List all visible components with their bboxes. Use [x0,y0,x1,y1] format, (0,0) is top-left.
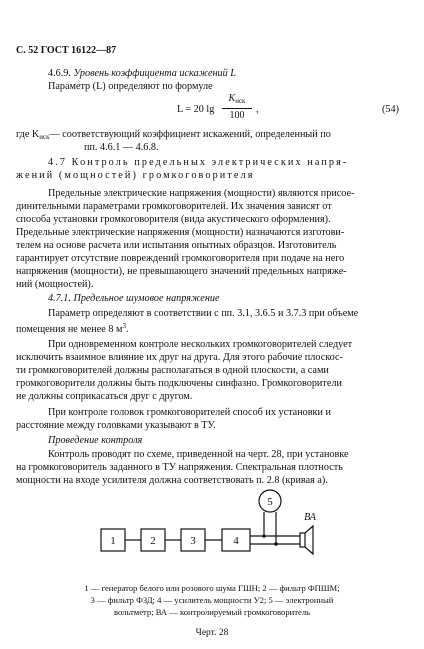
section-47-heading-2: жений (мощностей) громкоговорителя [16,170,255,181]
circuit-diagram [0,486,424,576]
speaker-label: ВА [304,512,316,523]
p1-line: Предельные электрические напряжения (мощности) назначаются изготови- [16,227,345,238]
formula-numerator: $K_{иск}$ [228,93,246,105]
formula-comma: , [256,104,259,115]
page-header: С. 52 ГОСТ 16122—87 [16,45,117,56]
speaker-cone [305,526,313,554]
p2-line: Параметр определяют в соответствии с пп. 3.1, 3.6.5 и 3.7.3 при объеме [48,308,359,319]
where-line: где $K_{иск}—$ соответствующий коэффициент искажений, определенный по [16,129,331,141]
procedure-title: Проведение контроля [48,435,143,446]
p5-line: на громкоговоритель заданного в ТУ напряжения. Спектральная плотность [16,462,343,473]
p1-line: Предельные электрические напряжения (мощности) являются присое- [48,188,355,199]
p3-line: ти громкоговорителей должны располагаться в одной плоскости, а сами [16,365,329,376]
section-469-number: 4.6.9. [48,68,71,79]
figure-caption-line: вольтметр; ВА — контролируемый громкоговоритель [113,607,311,617]
block-3-label: 3 [190,535,196,547]
p1-line: телем на основе расчета или испытания опытных образцов. Изготовитель [16,240,337,251]
block-4-label: 4 [233,535,239,547]
section-469-line1: Параметр (L) определяют по формуле [48,81,213,92]
section-47-heading-1: 4.7 Контроль предельных электрических напря- [48,157,349,168]
formula-denominator: 100 [229,110,245,121]
formula-left: L = 20 lg [177,104,215,115]
p2-line-2: помещения не менее 8 $м^3$. [16,322,129,335]
figure-caption-line: 1 — генератор белого или розового шума ГШН; 2 — фильтр ФПШМ; [84,583,340,593]
block-1-label: 1 [110,535,116,547]
p3-line: не должны соприкасаться друг с другом. [16,391,193,402]
p3-line: При одновременном контроле нескольких громкоговорителей следует [48,339,353,350]
figure-label: Черт. 28 [195,628,229,638]
p3-line: исключить взаимное влияние их друг на друга. Для этого рабочие плоскос- [16,352,343,363]
p1-line: ний (мощностей). [16,279,94,290]
formula-number: (54) [382,104,399,115]
p5-line: Контроль проводят по схеме, приведенной на черт. 28, при установке [48,449,349,460]
section-471-title: 4.7.1. Предельное шумовое напряжение [48,293,220,304]
formula-fraction-line [222,108,252,109]
section-469-title [48,67,236,80]
p5-line: мощности на входе усилителя должна соответствовать п. 2.8 (кривая а). [16,475,328,486]
p4-line: При контроле головок громкоговорителей способ их установки и [48,407,331,418]
p1-line: способа установки громкоговорителя (вида акустического оформления). [16,214,331,225]
p1-line: гарантирует отсутствие повреждений громкоговорителя при подаче на него [16,253,345,264]
where-line-2: пп. 4.6.1 — 4.6.8. [84,142,159,153]
block-5-label: 5 [267,496,273,508]
p1-line: напряжения (мощности), не превышающего значений предельных напряже- [16,266,347,277]
p3-line: громкоговорители должны быть подключены синфазно. Громкоговорители [16,378,342,389]
block-2-label: 2 [150,535,156,547]
figure-caption-line: 3 — фильтр ФЗД; 4 — усилитель мощности У2; 5 — электронный [90,595,334,605]
section-469-title-text: Уровень коэффициента искажений L [73,68,236,79]
p1-line: динительными параметрами громкоговорителей. Их значения зависят от [16,201,332,212]
speaker-body [300,533,305,547]
p4-line: расстояние между головками указывают в ТУ. [16,420,216,431]
